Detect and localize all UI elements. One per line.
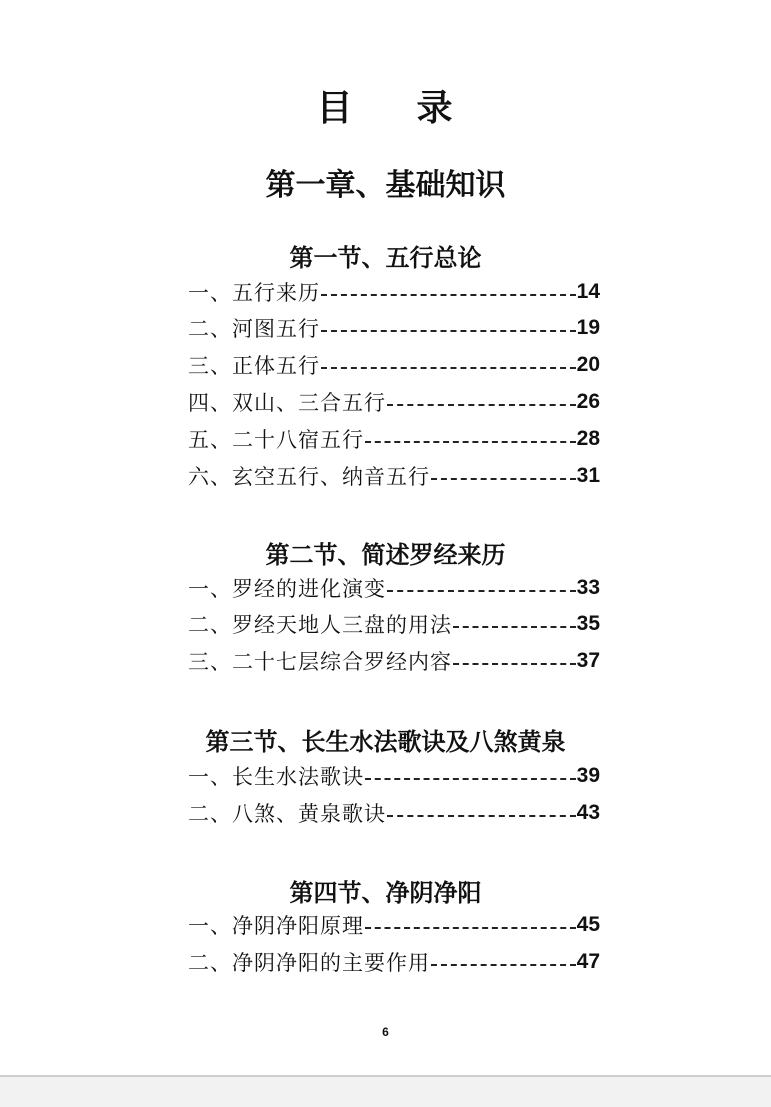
dot-leader [321,330,576,332]
section-heading-4: 第四节、净阴净阳 [289,879,482,907]
toc-entry-page: 47 [576,950,600,973]
toc-entry[interactable] [188,609,600,639]
toc-title-char-1: 目 [316,88,355,129]
section-heading-2: 第二节、简述罗经来历 [265,541,506,569]
dot-leader [365,927,576,929]
toc-entry-page: 19 [576,316,600,339]
dot-leader [365,778,576,780]
toc-entry-label: 二、河图五行 [188,317,320,341]
toc-entry-label: 三、正体五行 [188,354,320,378]
toc-entry[interactable] [188,910,600,940]
toc-entry-page: 14 [576,280,600,303]
toc-entry[interactable] [188,424,600,454]
toc-entry-label: 一、五行来历 [188,281,320,305]
page-bottom-band [0,1077,771,1107]
dot-leader [321,367,576,369]
toc-entry-label: 二、八煞、黄泉歌诀 [188,802,386,826]
toc-entry[interactable] [188,313,600,343]
toc-title-char-2: 录 [416,88,455,129]
toc-entry-label: 五、二十八宿五行 [188,428,364,452]
toc-entry-label: 一、长生水法歌诀 [188,765,364,789]
toc-entry[interactable] [188,947,600,977]
toc-entry-label: 六、玄空五行、纳音五行 [188,465,430,489]
toc-entry[interactable] [188,350,600,380]
toc-entry-label: 二、净阴净阳的主要作用 [188,951,430,975]
dot-leader [431,478,576,480]
toc-entry-page: 20 [576,353,600,376]
dot-leader [453,663,576,665]
toc-entry-page: 45 [576,913,600,936]
toc-entry[interactable] [188,573,600,603]
toc-entry-label: 一、净阴净阳原理 [188,914,364,938]
toc-entry-label: 二、罗经天地人三盘的用法 [188,613,452,637]
dot-leader [453,626,576,628]
toc-entry[interactable] [188,646,600,676]
dot-leader [321,294,576,296]
dot-leader [387,590,576,592]
dot-leader [431,964,576,966]
toc-entry[interactable] [188,461,600,491]
toc-title [0,80,771,131]
toc-entry[interactable] [188,798,600,828]
dot-leader [387,404,576,406]
toc-entry-page: 43 [576,801,600,824]
toc-entry-label: 四、双山、三合五行 [188,391,386,415]
section-heading-3: 第三节、长生水法歌诀及八煞黄泉 [205,728,566,756]
toc-entry-page: 33 [576,576,600,599]
toc-entry[interactable] [188,277,600,307]
toc-entry[interactable] [188,387,600,417]
toc-entry[interactable] [188,761,600,791]
toc-entry-label: 三、二十七层综合罗经内容 [188,650,452,674]
toc-entry-page: 35 [576,612,600,635]
page-number: 6 [382,1025,389,1039]
toc-entry-page: 26 [576,390,600,413]
dot-leader [387,815,576,817]
toc-entry-page: 28 [576,427,600,450]
toc-entry-page: 39 [576,764,600,787]
dot-leader [365,441,576,443]
toc-entry-page: 37 [576,649,600,672]
toc-entry-label: 一、罗经的进化演变 [188,577,386,601]
chapter-heading: 第一章、基础知识 [265,168,506,203]
section-heading-1: 第一节、五行总论 [289,244,482,272]
toc-entry-page: 31 [576,464,600,487]
